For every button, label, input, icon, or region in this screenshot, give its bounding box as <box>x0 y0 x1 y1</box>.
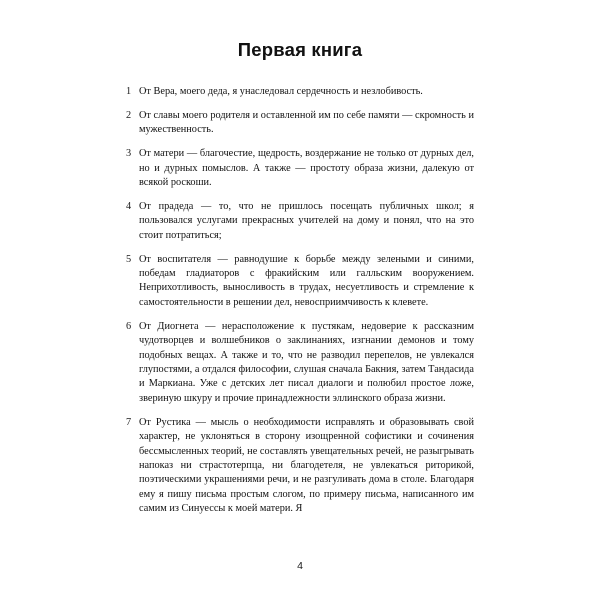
paragraph-text: От Диогнета — нерасположение к пустякам, недоверие к рассказним чудотворцев и волшебников о заклинаниях, изгнании демонов и тому подобных вещах. А также и то, что не разводил перепелов, не увлекался глупостями, а отдался философии, слушая сначала Бакния, затем Тандасида и Маркиана. Уже с детских лет писал диалоги и полюбил простое ложе, звериную шкуру и прочие принадлежности эллинского образа жизни. <box>139 320 474 404</box>
paragraph-text: От воспитателя — равнодушие к борьбе между зелеными и синими, победам гладиаторов с фракийским или галльским вооружением. Неприхотливость, выносливость в трудах, несуетливость и стремление к самостоятельности в решении дел, невосприимчивость к клевете. <box>139 253 474 308</box>
numbered-paragraph <box>126 416 474 517</box>
numbered-paragraph <box>126 253 474 311</box>
paragraph-number: 1 <box>126 86 132 97</box>
numbered-paragraph <box>126 320 474 406</box>
paragraph-text: От Рустика — мысль о необходимости исправлять и образовывать свой характер, не уклоняться в сторону изощренной софистики и сочинения бессмысленных теорий, не составлять увещательных речей, не разыгрывать напоказ ни страстотерпца, ни благодетеля, не увлекаться риторикой, поэтическими украшениями речи, и не разгуливать дома в столе. Благодаря ему я пишу письма простым слогом, по примеру письма, написанного им самим из Синуессы к моей матери. Я <box>139 416 474 515</box>
body-text-block <box>126 61 474 517</box>
paragraph-text: От матери — благочестие, щедрость, воздержание не только от дурных дел, но и дурных помыслов. А также — простоту образа жизни, далекую от всякой роскоши. <box>139 148 474 189</box>
paragraph-text: От славы моего родителя и оставленной им по себе памяти — скромность и мужественность. <box>139 109 474 136</box>
page-number: 4 <box>297 560 303 572</box>
paragraph-number: 4 <box>126 200 132 212</box>
paragraph-number: 7 <box>126 416 132 428</box>
numbered-paragraph <box>126 200 474 243</box>
numbered-paragraph <box>126 85 474 99</box>
numbered-paragraph <box>126 147 474 190</box>
paragraph-number: 3 <box>126 148 132 160</box>
page-title: Первая книга <box>237 39 363 60</box>
paragraph-number: 2 <box>126 109 132 121</box>
paragraph-text: От прадеда — то, что не пришлось посещать публичных школ; я пользовался услугами прекрасных учителей на дому и понял, что на это стоит потратиться; <box>139 200 474 241</box>
paragraph-number: 6 <box>126 320 132 332</box>
numbered-paragraph <box>126 109 474 138</box>
paragraph-number: 5 <box>126 253 132 265</box>
paragraph-text: От Вера, моего деда, я унаследовал сердечность и незлобивость. <box>139 86 423 97</box>
